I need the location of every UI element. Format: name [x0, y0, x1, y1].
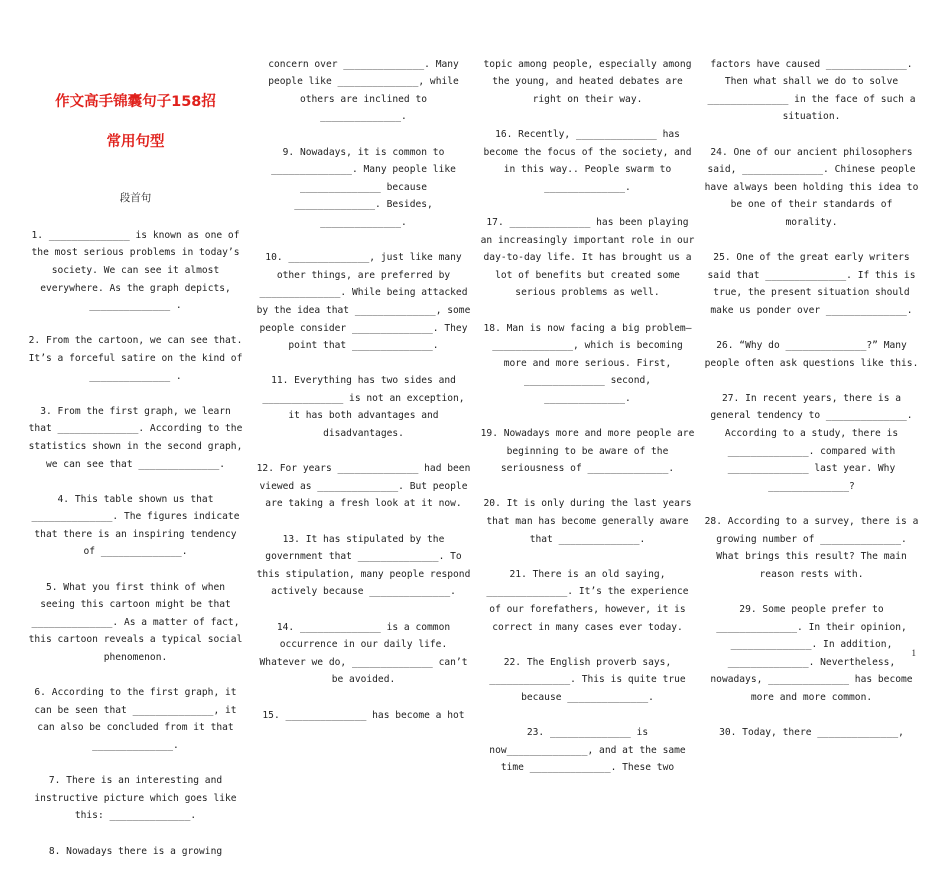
paragraph: 19. Nowadays more and more people are beginning to be aware of the seriousness of ______________. — [480, 428, 695, 475]
paragraph: 13. It has stipulated by the government that ______________. To this stipulation, many people respond actively because ______________. — [256, 533, 471, 598]
paragraph: factors have caused ______________. Then what shall we do to solve ______________ in the face of such a situation. — [707, 58, 916, 123]
paragraph: 20. It is only during the last years that man has become generally aware that ______________. — [483, 498, 692, 545]
paragraph: 12. For years ______________ had been viewed as ______________. But people are taking a fresh look at it now. — [256, 463, 471, 510]
paragraph: 8. Nowadays there is a growing — [48, 845, 223, 857]
paragraph: 3. From the first graph, we learn that ______________. According to the statistics shown in the second graph, we can see that ______________. — [28, 405, 243, 470]
paragraph: 30. Today, there ______________, — [719, 727, 904, 739]
paragraph: 16. Recently, ______________ has become the focus of the society, and in this way.. People swarm to ______________. — [483, 128, 692, 193]
paragraph: 14. ______________ is a common occurrence in our daily life. Whatever we do, ______________ can’t be avoided. — [259, 621, 468, 686]
paragraph: topic among people, especially among the young, and heated debates are right on their way. — [483, 58, 692, 105]
paragraph: 22. The English proverb says, ______________. This is quite true because ______________. — [489, 656, 686, 703]
column-2 — [256, 38, 471, 742]
column-4 — [704, 38, 919, 759]
paragraph: 15. ______________ has become a hot — [262, 709, 465, 721]
paragraph: 27. In recent years, there is a general tendency to ______________. According to a study, there is ______________. compared with ______________ last year. Why ______________? — [710, 392, 913, 492]
paragraph: 25. One of the great early writers said that ______________. If this is true, the present situation should make us ponder over ______________. — [707, 252, 916, 316]
paragraph: 28. According to a survey, there is a growing number of ______________. What brings this result? The main reason rests with. — [704, 516, 919, 580]
title-line-2: 常用句型 — [106, 133, 165, 150]
paragraph: 9. Nowadays, it is common to ______________. Many people like ______________ because ______________. Besides, ______________. — [271, 146, 456, 228]
paragraph: 11. Everything has two sides and ______________ is not an exception, it has both advantages and disadvantages. — [262, 375, 465, 440]
column-1 — [28, 36, 243, 878]
paragraph: 1. ______________ is known as one of the most serious problems in today’s society. We can see it almost everywhere. As the graph depicts, ______________ . — [31, 229, 240, 312]
paragraph: 23. ______________ is now______________, and at the same time ______________. These two — [489, 727, 686, 774]
paragraph: 7. There is an interesting and instructive picture which goes like this: ______________. — [34, 775, 237, 822]
paragraph: 24. One of our ancient philosophers said, ______________. Chinese people have always been holding this idea to be one of their standards of morality. — [704, 146, 919, 228]
paragraph: 5. What you first think of when seeing this cartoon might be that ______________. As a matter of fact, this cartoon reveals a typical social phenomenon. — [28, 581, 243, 664]
paragraph: 2. From the cartoon, we can see that. It’s a forceful satire on the kind of ______________ . — [28, 335, 243, 382]
section-subtitle: 段首句 — [119, 192, 152, 205]
column-3 — [480, 38, 695, 795]
paragraph: 4. This table shown us that ______________. The figures indicate that there is an inspiring tendency of ______________. — [31, 493, 240, 558]
paragraph: 18. Man is now facing a big problem—______________, which is becoming more and more serious. First, ______________ second, ______________. — [483, 322, 692, 404]
paragraph: 26. “Why do ______________?” Many people often ask questions like this. — [704, 340, 919, 369]
paragraph: 6. According to the first graph, it can be seen that ______________, it can also be concluded from it that ______________. — [34, 687, 237, 751]
page-number: 1 — [911, 648, 916, 658]
paragraph: 29. Some people prefer to ______________. In their opinion, ______________. In addition, ______________. Nevertheless, nowadays, ______________ has become more and more common. — [710, 604, 913, 703]
paragraph: 21. There is an old saying, ______________. It’s the experience of our forefathers, however, it is correct in many cases ever today. — [486, 568, 689, 633]
paragraph: 17. ______________ has been playing an increasingly important role in our day-to-day life. It has brought us a lot of benefits but created some serious problems as well. — [480, 216, 695, 299]
paragraph: 10. ______________, just like many other things, are preferred by ______________. While being attacked by the idea that ______________, some people consider ______________. They point that ______________. — [256, 252, 471, 352]
paragraph: concern over ______________. Many people like ______________, while others are inclined to ______________. — [268, 58, 459, 123]
document-title — [28, 72, 243, 172]
title-line-1: 作文高手锦囊句子158招 — [55, 93, 216, 110]
